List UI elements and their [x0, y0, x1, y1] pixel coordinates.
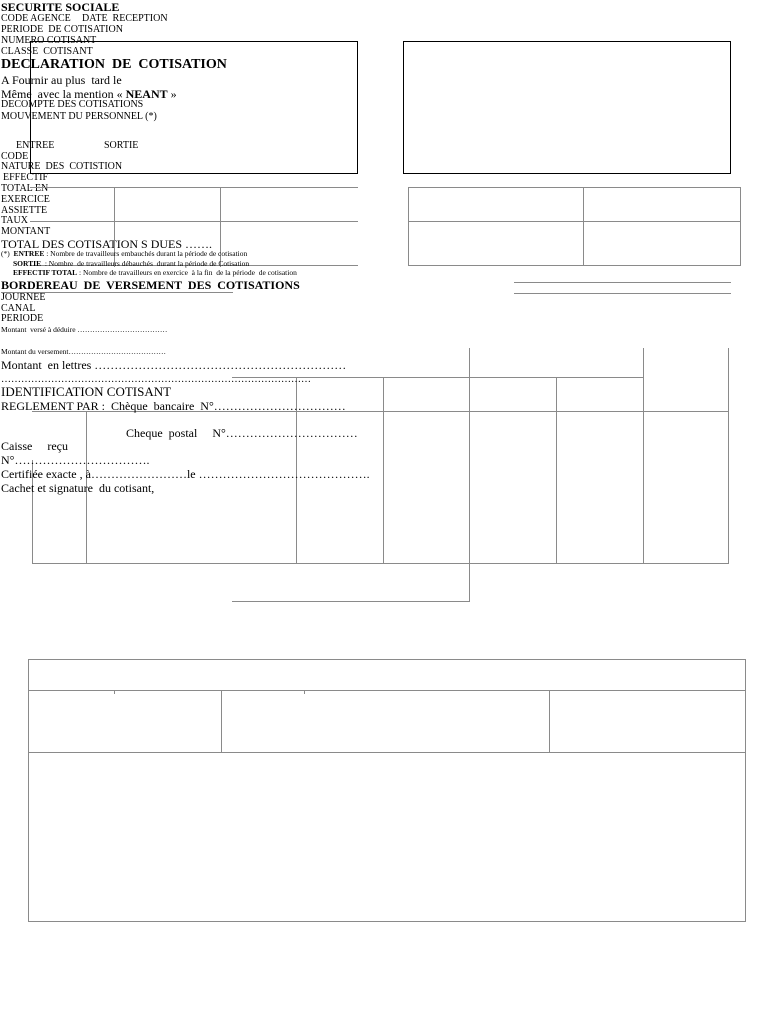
bottom-table-tick1 [114, 690, 115, 694]
montant-lettres-label: Montant en lettres ……………………………………………………… [1, 358, 347, 372]
nature-label: NATURE DES COTISTION [1, 161, 123, 172]
bottom-table [28, 659, 746, 922]
neant-mention: Même avec la mention « NEANT » [1, 87, 177, 101]
date-reception-label: DATE RECEPTION [82, 13, 168, 24]
bordereau-grid-h3 [32, 563, 729, 564]
cachet-label: Cachet et signature du cotisant, [1, 481, 155, 495]
bottom-table-v1 [221, 690, 222, 752]
note-effectif: EFFECTIF TOTAL : Nombre de travailleurs en exercice à la fin de la période de cotisation [13, 268, 297, 277]
assiette-label: ASSIETTE [1, 205, 48, 216]
declaration-grid-right [408, 187, 741, 266]
bordereau-grid-h4 [232, 601, 470, 602]
numero-cotisant-label: NUMERO COTISANT [1, 35, 97, 46]
montant-versement-label: Montant du versement………………………………… [1, 347, 166, 356]
effectif-label: EFFECTIF [3, 172, 49, 183]
bordereau-grid-v3 [728, 348, 729, 563]
bordereau-grid-v8 [469, 377, 470, 602]
right-header-box [403, 41, 731, 174]
taux-label: TAUX [1, 215, 28, 226]
bordereau-line-1 [514, 282, 731, 283]
reglement-label: REGLEMENT PAR : Chèque bancaire N°…………………………… [1, 399, 346, 413]
bottom-table-h2 [28, 752, 746, 753]
page-title: SECURITE SOCIALE [1, 0, 120, 14]
caisse-label: Caisse reçu [1, 439, 68, 453]
bordereau-grid-v7 [383, 377, 384, 563]
bordereau-line-2 [514, 293, 731, 294]
identification-label: IDENTIFICATION COTISANT [1, 384, 172, 399]
bordereau-grid-v2 [643, 348, 644, 563]
dots-line: ………………………………………………………………………………… [1, 374, 311, 385]
note-entree: (*) ENTREE : Nombre de travailleurs embauchés durant la période de cotisation [1, 249, 248, 258]
certifiee-label: Certifiée exacte , à……………………le ……………………………………. [1, 467, 370, 481]
montant-deduire-label: Montant versé à déduire ……………………………… [1, 325, 168, 334]
code-label: CODE [1, 151, 29, 162]
declaration-grid-right-col [583, 187, 584, 266]
exercice-label: EXERCICE [1, 194, 50, 205]
numero-label: N°……………………………. [1, 453, 150, 467]
cheque-postal-label: Cheque postal N°…………………………… [126, 426, 358, 440]
mouvement-label: MOUVEMENT DU PERSONNEL (*) [1, 111, 157, 122]
bordereau-grid-v9 [556, 377, 557, 563]
bordereau-title: BORDEREAU DE VERSEMENT DES COTISATIONS [1, 278, 300, 292]
total-en-label: TOTAL EN [1, 183, 49, 194]
decompte-label: DECOMPTE DES COTISATIONS [1, 99, 144, 110]
periode-cotisation-label: PERIODE DE COTISATION [1, 24, 123, 35]
montant-label: MONTANT [1, 226, 51, 237]
sortie-label: SORTIE [104, 140, 139, 151]
bottom-table-v2 [549, 690, 550, 752]
code-agence-label: CODE AGENCE [1, 13, 71, 24]
canal-label: CANAL [1, 303, 36, 314]
periode-label: PERIODE [1, 313, 44, 324]
classe-cotisant-label: CLASSE COTISANT [1, 46, 93, 57]
journee-label: JOURNEE [1, 292, 46, 303]
declaration-grid-right-mid [408, 221, 741, 222]
bordereau-grid-v1 [469, 348, 470, 378]
entree-label: ENTREE [16, 140, 55, 151]
declaration-grid-top [30, 187, 358, 188]
bottom-table-h1 [28, 690, 746, 691]
declaration-grid-mid [30, 221, 358, 222]
bottom-table-tick2 [304, 690, 305, 694]
note-sortie: SORTIE : Nombre de travailleurs débauchés durant la période de Cotisation [13, 259, 250, 268]
declaration-title: DECLARATION DE COTISATION [1, 57, 227, 72]
fournir-text: A Fournir au plus tard le [1, 73, 122, 87]
total-dues-label: TOTAL DES COTISATION S DUES ……. [1, 237, 213, 251]
